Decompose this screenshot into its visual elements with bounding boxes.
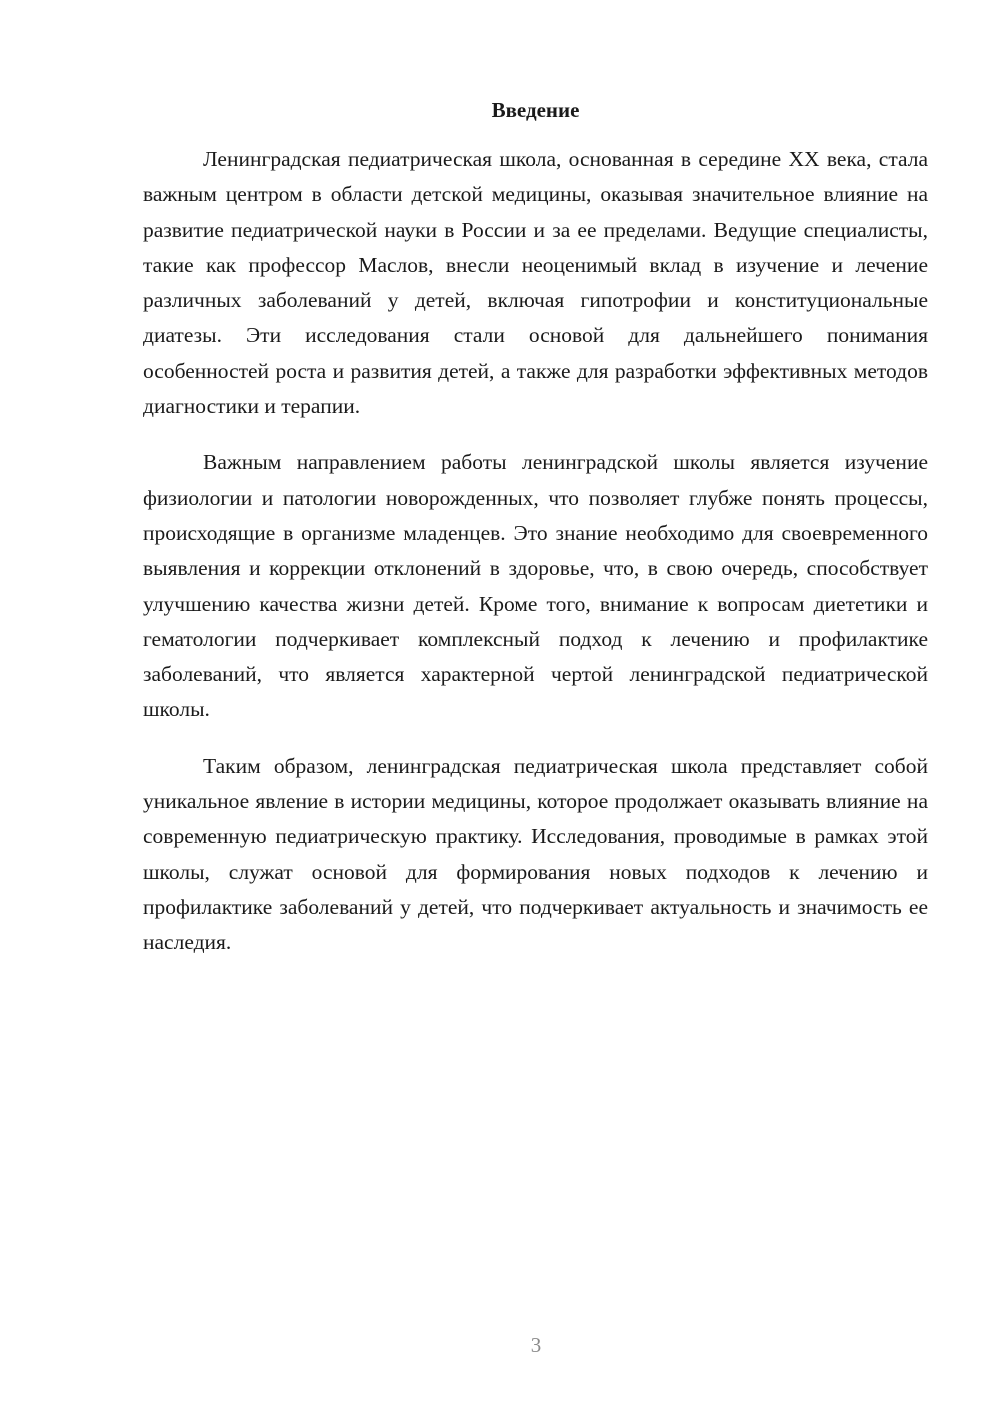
page-number: 3 [530, 1333, 542, 1357]
body-text [143, 142, 928, 982]
paragraph-1: Ленинградская педиатрическая школа, основанная в середине XX века, стала важным центром в области детской медицины, оказывая значительное влияние на развитие педиатрической науки в России и за ее пределами. Ведущие специалисты, такие как профессор Маслов, внесли неоценимый вклад в изучение и лечение различных заболеваний у детей, включая гипотрофии и конституциональные диатезы. Эти исследования стали основой для дальнейшего понимания особенностей роста и развития детей, а также для разработки эффективных методов диагностики и терапии. [143, 147, 928, 419]
section-heading: Введение [491, 98, 580, 122]
paragraph-3: Таким образом, ленинградская педиатрическая школа представляет собой уникальное явление в истории медицины, которое продолжает оказывать влияние на современную педиатрическую практику. Исследования, проводимые в рамках этой школы, служат основой для формирования новых подходов к лечению и профилактике заболеваний у детей, что подчеркивает актуальность и значимость ее наследия. [143, 753, 928, 955]
paragraph-2: Важным направлением работы ленинградской школы является изучение физиологии и патологии новорожденных, что позволяет глубже понять процессы, происходящие в организме младенцев. Это знание необходимо для своевременного выявления и коррекции отклонений в здоровье, что, в свою очередь, способствует улучшению качества жизни детей. Кроме того, внимание к вопросам диететики и гематологии подчеркивает комплексный подход к лечению и профилактике заболеваний, что является характерной чертой ленинградской педиатрической школы. [143, 450, 928, 722]
